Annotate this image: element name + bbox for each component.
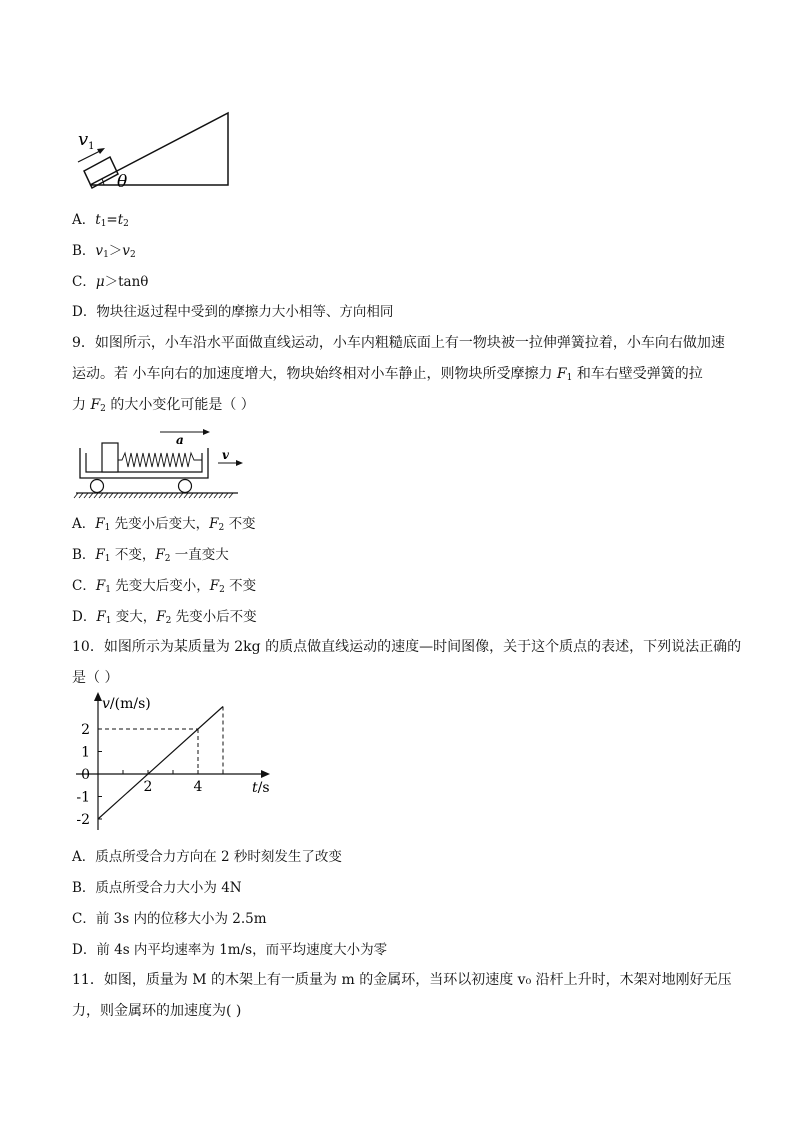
y-tick-label: 1 (81, 744, 90, 761)
ground-hatch-mark (209, 493, 213, 498)
ground-hatch-mark (94, 493, 98, 498)
ground-hatch-mark (214, 493, 218, 498)
ground-hatch-mark (74, 493, 78, 498)
ground-hatch-mark (224, 493, 228, 498)
incline-figure (70, 105, 240, 195)
acceleration-arrowhead (203, 429, 210, 435)
y-axis-label: v/(m/s) (102, 696, 151, 712)
ground-hatch (74, 493, 233, 498)
velocity-time-chart (72, 690, 282, 835)
q8-option-c: C．μ＞tanθ (72, 274, 149, 290)
velocity-arrowhead (97, 148, 105, 154)
q9-stem-line1: 9．如图所示，小车沿水平面做直线运动，小车内粗糙底面上有一物块被一拉伸弹簧拉着，小车向右做加速 (72, 335, 725, 351)
y-tick-label: -1 (76, 789, 90, 806)
velocity-arrowhead (236, 460, 243, 466)
wheel-left (91, 480, 104, 493)
ground-hatch-mark (104, 493, 108, 498)
ground-hatch-mark (109, 493, 113, 498)
ground-hatch-mark (114, 493, 118, 498)
ground-hatch-mark (164, 493, 168, 498)
ground-hatch-mark (84, 493, 88, 498)
q10-option-c: C．前 3s 内的位移大小为 2.5m (72, 911, 267, 927)
q9-option-d: D．$F_1$ 变大，$F_2$ 先变小后不变 (72, 609, 257, 626)
velocity-series-line (98, 707, 223, 820)
y-tick-label: -2 (76, 812, 90, 828)
ground-hatch-mark (144, 493, 148, 498)
ground-hatch-mark (159, 493, 163, 498)
v1-label: $v_1$ (78, 129, 95, 152)
q10-option-d: D．前 4s 内平均速率为 1m/s，而平均速度大小为零 (72, 942, 388, 958)
ground-hatch-mark (154, 493, 158, 498)
wheel-right (179, 480, 192, 493)
ground-hatch-mark (169, 493, 173, 498)
spring (118, 453, 202, 467)
q8-option-a: A．$t_1=t_2$ (72, 212, 129, 229)
q9-option-c: C．$F_1$ 先变大后变小，$F_2$ 不变 (72, 578, 257, 595)
acceleration-label: a (176, 433, 184, 447)
q10-stem-line2: 是（ ） (72, 670, 119, 686)
ground-hatch-mark (229, 493, 233, 498)
cart-figure (72, 426, 247, 501)
theta-label: θ (117, 172, 128, 192)
q8-option-b: B．$v_1>v_2$ (72, 243, 136, 260)
ground-hatch-mark (189, 493, 193, 498)
x-axis-label: t/s (252, 780, 270, 796)
ground-hatch-mark (179, 493, 183, 498)
x-axis-arrowhead (261, 770, 270, 778)
ground-hatch-mark (99, 493, 103, 498)
q10-stem-line1: 10．如图所示为某质量为 2kg 的质点做直线运动的速度—时间图像，关于这个质点的表述，下列说法正确的 (72, 639, 742, 655)
x-tick-label: 2 (143, 779, 153, 795)
ground-hatch-mark (184, 493, 188, 498)
q9-option-b: B．$F_1$ 不变，$F_2$ 一直变大 (72, 547, 229, 564)
y-axis-arrowhead (94, 692, 102, 701)
ground-hatch-mark (199, 493, 203, 498)
ground-hatch-mark (139, 493, 143, 498)
block (102, 443, 118, 472)
q11-stem-line2: 力，则金属环的加速度为( ) (72, 1003, 242, 1019)
q9-stem-line2: 运动。若 小车向右的加速度增大，物块始终相对小车静止，则物块所受摩擦力 $F_1$ 和车右壁受弹簧的拉 (72, 366, 703, 383)
y-tick-label: 0 (81, 767, 90, 783)
ground-hatch-mark (89, 493, 93, 498)
q10-option-a: A．质点所受合力方向在 2 秒时刻发生了改变 (72, 849, 342, 865)
q9-stem-line3: 力 $F_2$ 的大小变化可能是（ ） (72, 397, 255, 414)
y-tick-label: 2 (81, 722, 90, 738)
ground-hatch-mark (219, 493, 223, 498)
ground-hatch-mark (149, 493, 153, 498)
ground-hatch-mark (194, 493, 198, 498)
incline-triangle (90, 113, 228, 185)
ground-hatch-mark (124, 493, 128, 498)
ground-hatch-mark (204, 493, 208, 498)
q9-option-a: A．$F_1$ 先变小后变大，$F_2$ 不变 (72, 516, 256, 533)
ground-hatch-mark (119, 493, 123, 498)
q10-option-b: B．质点所受合力大小为 4N (72, 880, 242, 896)
q11-stem-line1: 11．如图，质量为 M 的木架上有一质量为 m 的金属环，当环以初速度 v₀ 沿杆上升时，木架对地刚好无压 (72, 972, 732, 988)
ground-hatch-mark (134, 493, 138, 498)
ground-hatch-mark (129, 493, 133, 498)
x-tick-label: 4 (193, 779, 203, 795)
ground-hatch-mark (79, 493, 83, 498)
ground-hatch-mark (174, 493, 178, 498)
q8-option-d: D．物块往返过程中受到的摩擦力大小相等、方向相同 (72, 304, 394, 320)
velocity-label: v (222, 448, 229, 462)
